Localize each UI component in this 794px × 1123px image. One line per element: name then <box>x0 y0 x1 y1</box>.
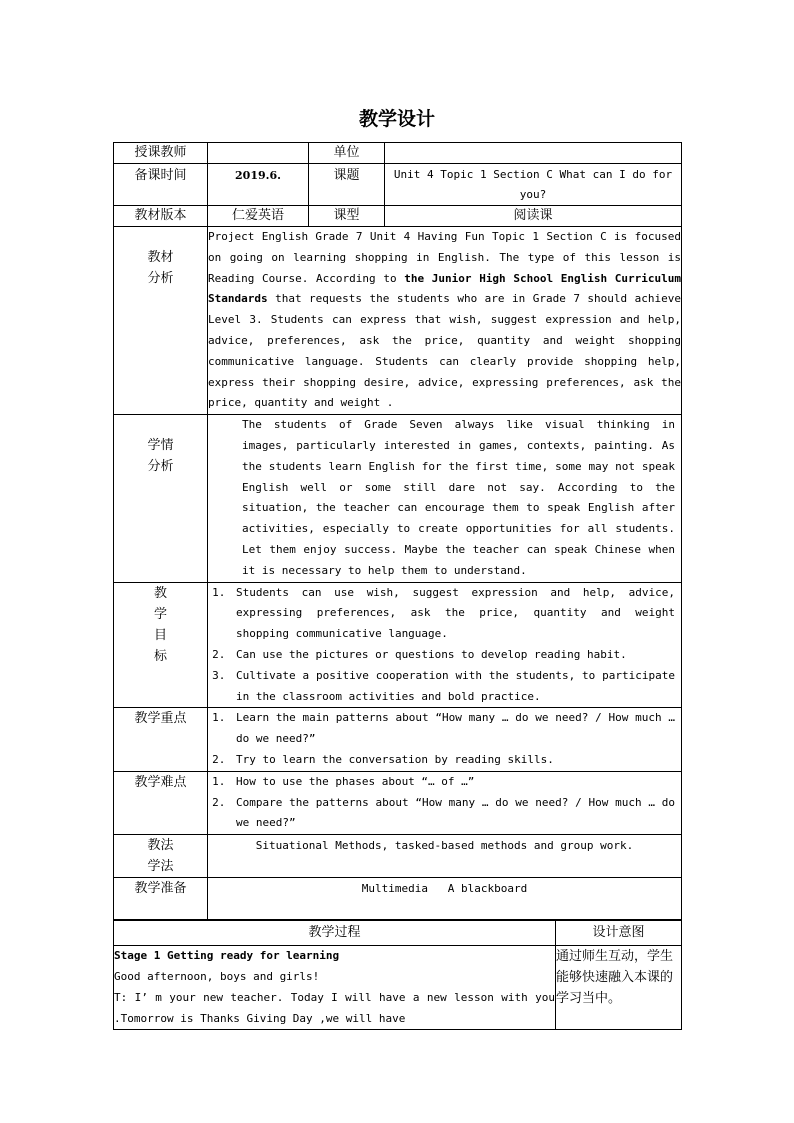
type-value: 阅读课 <box>385 206 682 227</box>
difficulty-item-1: 1. How to use the phases about “… of …” <box>232 772 675 793</box>
key-points-label: 教学重点 <box>114 708 208 771</box>
students-label <box>114 415 208 582</box>
objective-item-2: 2. Can use the pictures or questions to develop reading habit. <box>232 645 675 666</box>
students-label-line1: 学情 <box>147 438 174 454</box>
students-text: The students of Grade Seven always like visual thinking in images, particularly interested in games, contexts, painting. As the students learn English for the first time, some may not speak English well or some still dare not say. According to the situation, the teacher can encourage them to speak English after activities, especially to create opportunities for all students. Let them enjoy success. Maybe the teacher can speak Chinese when it is necessary to help them to understand. <box>208 415 682 582</box>
row-students <box>114 415 682 582</box>
process-header-left: 教学过程 <box>114 920 556 946</box>
key-point-item-2: 2. Try to learn the conversation by reading skills. <box>232 750 675 771</box>
objectives-list <box>208 583 681 708</box>
objectives-label-char-4: 标 <box>153 648 167 664</box>
process-intent: 通过师生互动，学生能够快速融入本课的学习当中。 <box>556 946 682 1030</box>
unit-value <box>385 143 682 164</box>
preparation-text: Multimedia A blackboard <box>208 878 682 920</box>
material-label-line2: 分析 <box>147 271 174 286</box>
process-line-2: T: I’ m your new teacher. Today I will have a new lesson with you .Tomorrow is Thanks Giving Day ,we will have <box>114 990 555 1025</box>
process-stage-title: Stage 1 Getting ready for learning <box>114 949 340 963</box>
objective-item-1: 1. Students can use wish, suggest expression and help, advice, expressing preferences, ask the price, quantity and weight shopping communicative language. <box>232 583 675 645</box>
difficulty-item-2: 2. Compare the patterns about “How many … do we need? / How much … do we need?” <box>232 793 675 835</box>
date-value: 2019.6. <box>208 164 309 206</box>
row-material <box>114 227 682 415</box>
row-difficulties <box>114 771 682 834</box>
material-label-line1: 教材 <box>147 250 174 265</box>
document-title: 教学设计 <box>358 108 435 130</box>
key-points-cell <box>208 708 682 771</box>
methods-label <box>114 835 208 878</box>
objective-item-3: 3. Cultivate a positive cooperation with the students, to participate in the classroom activities and bold practice. <box>232 666 675 708</box>
material-text <box>208 227 682 415</box>
methods-text: Situational Methods, tasked-based methods and group work. <box>208 835 682 878</box>
material-text-part1: Project English Grade 7 Unit 4 Having Fun Topic 1 Section C is focused on going on learning shopping in English. The type of this lesson is Reading Course. According to <box>208 230 682 285</box>
lesson-plan-table <box>113 142 682 1030</box>
topic-label: 课题 <box>309 164 385 206</box>
material-text-bold: the Junior High School English Curriculum Standards <box>208 271 682 306</box>
methods-label-line1: 教法 <box>147 838 174 854</box>
topic-value: Unit 4 Topic 1 Section C What can I do for you? <box>385 164 682 206</box>
edition-value: 仁爱英语 <box>208 206 309 227</box>
row-objectives <box>114 582 682 708</box>
date-label: 备课时间 <box>114 164 208 206</box>
teacher-label: 授课教师 <box>114 143 208 164</box>
type-label: 课型 <box>309 206 385 227</box>
objectives-list-cell <box>208 582 682 708</box>
difficulties-cell <box>208 771 682 834</box>
methods-label-line2: 学法 <box>147 859 174 875</box>
row-process-header <box>114 920 682 946</box>
objectives-label <box>114 582 208 708</box>
teacher-value <box>208 143 309 164</box>
process-line-1: Good afternoon, boys and girls! <box>114 969 320 983</box>
process-content <box>114 946 556 1030</box>
key-point-item-1: 1. Learn the main patterns about “How many … do we need? / How much … do we need?” <box>232 708 675 750</box>
difficulties-list <box>208 772 681 834</box>
key-points-list <box>208 708 681 770</box>
students-label-line2: 分析 <box>147 459 174 475</box>
unit-label: 单位 <box>309 143 385 164</box>
row-methods <box>114 835 682 878</box>
row-key-points <box>114 708 682 771</box>
row-teacher <box>114 143 682 164</box>
objectives-label-char-1: 教 <box>153 585 167 601</box>
row-process <box>114 946 682 1030</box>
objectives-label-char-2: 学 <box>153 606 167 622</box>
process-header-right: 设计意图 <box>556 920 682 946</box>
row-preparation <box>114 878 682 920</box>
difficulties-label: 教学难点 <box>114 771 208 834</box>
row-edition <box>114 206 682 227</box>
objectives-label-char-3: 目 <box>153 627 167 643</box>
preparation-label: 教学准备 <box>114 878 208 920</box>
row-date-topic <box>114 164 682 206</box>
material-label <box>114 227 208 415</box>
edition-label: 教材版本 <box>114 206 208 227</box>
material-text-part2: that requests the students who are in Grade 7 should achieve Level 3. Students can express that wish, suggest expression and help, advice, preferences, ask the price, quantity and weight shopping communicative language. Students can clearly provide shopping help, express their shopping desire, advice, expressing preferences, ask the price, quantity and weight . <box>208 292 682 410</box>
